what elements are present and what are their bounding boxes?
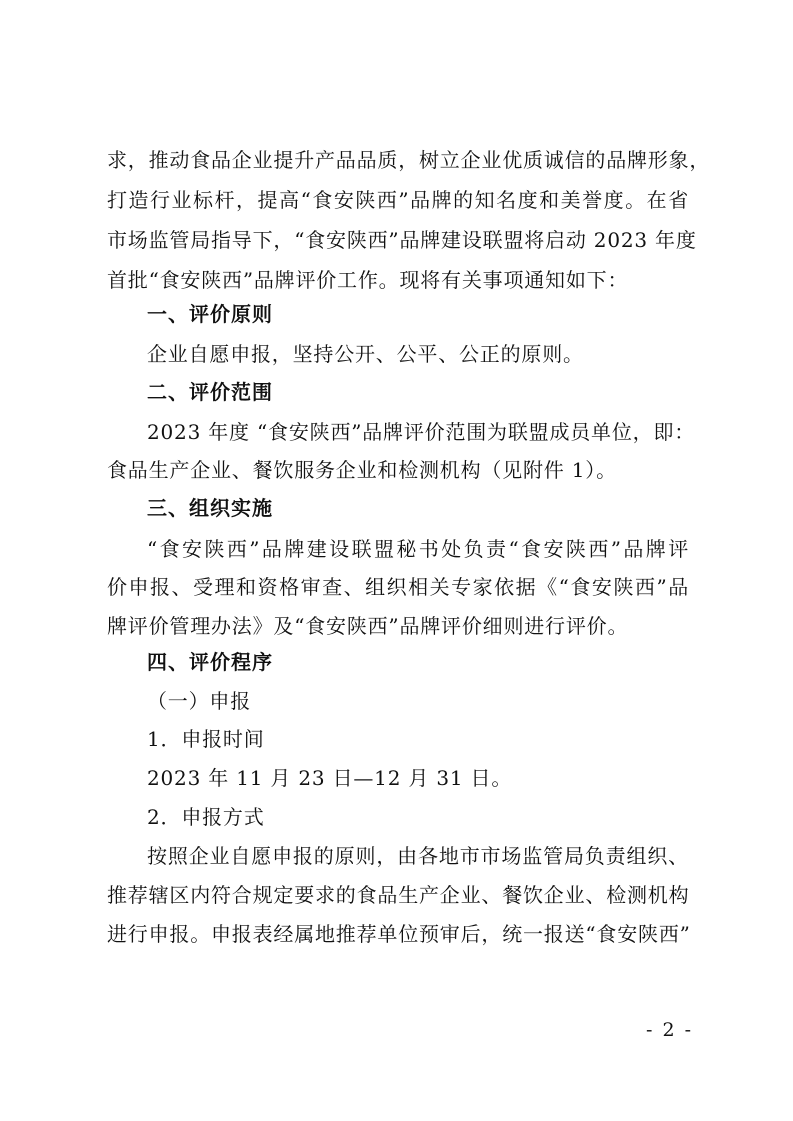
body-text-line: 2023 年 11 月 23 日—12 月 31 日。 (147, 766, 513, 790)
body-text-line: 进行申报。申报表经属地推荐单位预审后，统一报送“食安陕西” (107, 922, 691, 946)
body-text-line: 按照企业自愿申报的原则，由各地市市场监管局负责组织、 (147, 844, 689, 868)
body-text-line: 打造行业标杆，提高“食安陕西”品牌的知名度和美誉度。在省 (107, 188, 689, 212)
body-text-line: 首批“食安陕西”品牌评价工作。现将有关事项通知如下： (107, 268, 629, 292)
section-heading-principles: 一、评价原则 (147, 302, 273, 326)
section-heading-implementation: 三、组织实施 (147, 496, 273, 520)
body-text-line: “食安陕西”品牌建设联盟秘书处负责“食安陕西”品牌评 (147, 537, 689, 561)
body-text-line: 牌评价管理办法》及“食安陕西”品牌评价细则进行评价。 (107, 614, 629, 638)
body-text-line: 价申报、受理和资格审查、组织相关专家依据《“食安陕西”品 (107, 575, 689, 599)
body-text-line: 企业自愿申报，坚持公开、公平、公正的原则。 (147, 342, 584, 366)
body-text-line: 推荐辖区内符合规定要求的食品生产企业、餐饮企业、检测机构 (107, 883, 690, 907)
body-text-line: 2023 年度 “食安陕西”品牌评价范围为联盟成员单位，即： (147, 420, 696, 444)
page-number: - 2 - (645, 1019, 693, 1041)
item-heading-application-time: 1．申报时间 (147, 727, 265, 751)
section-heading-scope: 二、评价范围 (147, 380, 273, 404)
body-text-line: 求，推动食品企业提升产品品质，树立企业优质诚信的品牌形象， (107, 148, 711, 172)
subsection-heading-application: （一）申报 (147, 689, 251, 713)
body-text-line: 市场监管局指导下，“食安陕西”品牌建设联盟将启动 2023 年度 (107, 228, 697, 252)
section-heading-procedure: 四、评价程序 (147, 650, 273, 674)
item-heading-application-method: 2．申报方式 (147, 805, 265, 829)
body-text-line: 食品生产企业、餐饮服务企业和检测机构（见附件 1）。 (107, 458, 617, 482)
